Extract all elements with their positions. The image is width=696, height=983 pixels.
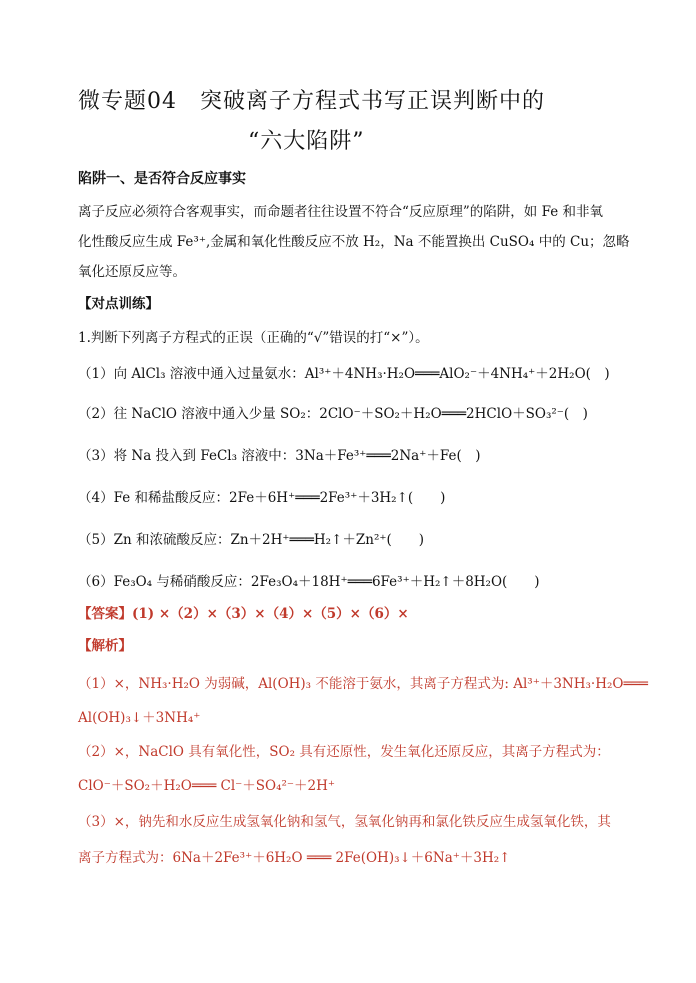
question-item-3: （3）将 Na 投入到 FeCl₃ 溶液中：3Na＋Fe³⁺═══2Na⁺＋Fe( )	[78, 448, 481, 464]
analysis-line-3: （2）×，NaClO 具有氧化性，SO₂ 具有还原性，发生氧化还原反应，其离子方程式为：	[78, 744, 610, 760]
analysis-line-4: ClO⁻＋SO₂＋H₂O═══ Cl⁻＋SO₄²⁻＋2H⁺	[78, 778, 336, 794]
question-item-1: （1）向 AlCl₃ 溶液中通入过量氨水：Al³⁺＋4NH₃·H₂O═══AlO₂⁻＋4NH₄⁺＋2H₂O( )	[78, 366, 610, 382]
analysis-label: 【解析】	[78, 638, 132, 654]
title-line-2: “六大陷阱”	[248, 129, 365, 154]
training-label: 【对点训练】	[78, 296, 159, 312]
analysis-line-2: Al(OH)₃↓＋3NH₄⁺	[78, 710, 201, 726]
answer-line	[78, 602, 409, 622]
analysis-line-1: （1）×，NH₃·H₂O 为弱碱，Al(OH)₃ 不能溶于氨水，其离子方程式为: Al³⁺＋3NH₃·H₂O═══	[78, 676, 648, 692]
analysis-line-5: （3）×，钠先和水反应生成氢氧化钠和氢气，氢氧化钠再和氯化铁反应生成氢氧化铁，其	[78, 814, 611, 830]
question-item-4: （4）Fe 和稀盐酸反应：2Fe＋6H⁺═══2Fe³⁺＋3H₂↑( )	[78, 490, 446, 506]
question-item-6: （6）Fe₃O₄ 与稀硝酸反应：2Fe₃O₄＋18H⁺═══6Fe³⁺＋H₂↑＋8H₂O( )	[78, 574, 540, 590]
section-heading: 陷阱一、是否符合反应事实	[78, 171, 246, 187]
section-paragraph-line-3: 氧化还原反应等。	[78, 264, 186, 280]
answer-label: 【答案】	[78, 606, 132, 622]
question-item-5: （5）Zn 和浓硫酸反应：Zn＋2H⁺═══H₂↑＋Zn²⁺( )	[78, 532, 425, 548]
section-paragraph-line-2: 化性酸反应生成 Fe³⁺,金属和氧化性酸反应不放 H₂，Na 不能置换出 CuSO₄ 中的 Cu；忽略	[78, 234, 630, 250]
title-line-1: 微专题04 突破离子方程式书写正误判断中的	[78, 89, 545, 114]
analysis-line-6: 离子方程式为：6Na＋2Fe³⁺＋6H₂O ═══ 2Fe(OH)₃↓＋6Na⁺＋3H₂↑	[78, 850, 511, 866]
question-text: 1.判断下列离子方程式的正误（正确的“√”错误的打“×”）。	[78, 330, 429, 346]
question-item-2: （2）往 NaClO 溶液中通入少量 SO₂：2ClO⁻＋SO₂＋H₂O═══2HClO＋SO₃²⁻( )	[78, 406, 588, 422]
answer-text: (1) ×（2）×（3）×（4）×（5）×（6）×	[132, 606, 409, 622]
section-paragraph-line-1: 离子反应必须符合客观事实，而命题者往往设置不符合“反应原理”的陷阱，如 Fe 和非氧	[78, 204, 604, 220]
